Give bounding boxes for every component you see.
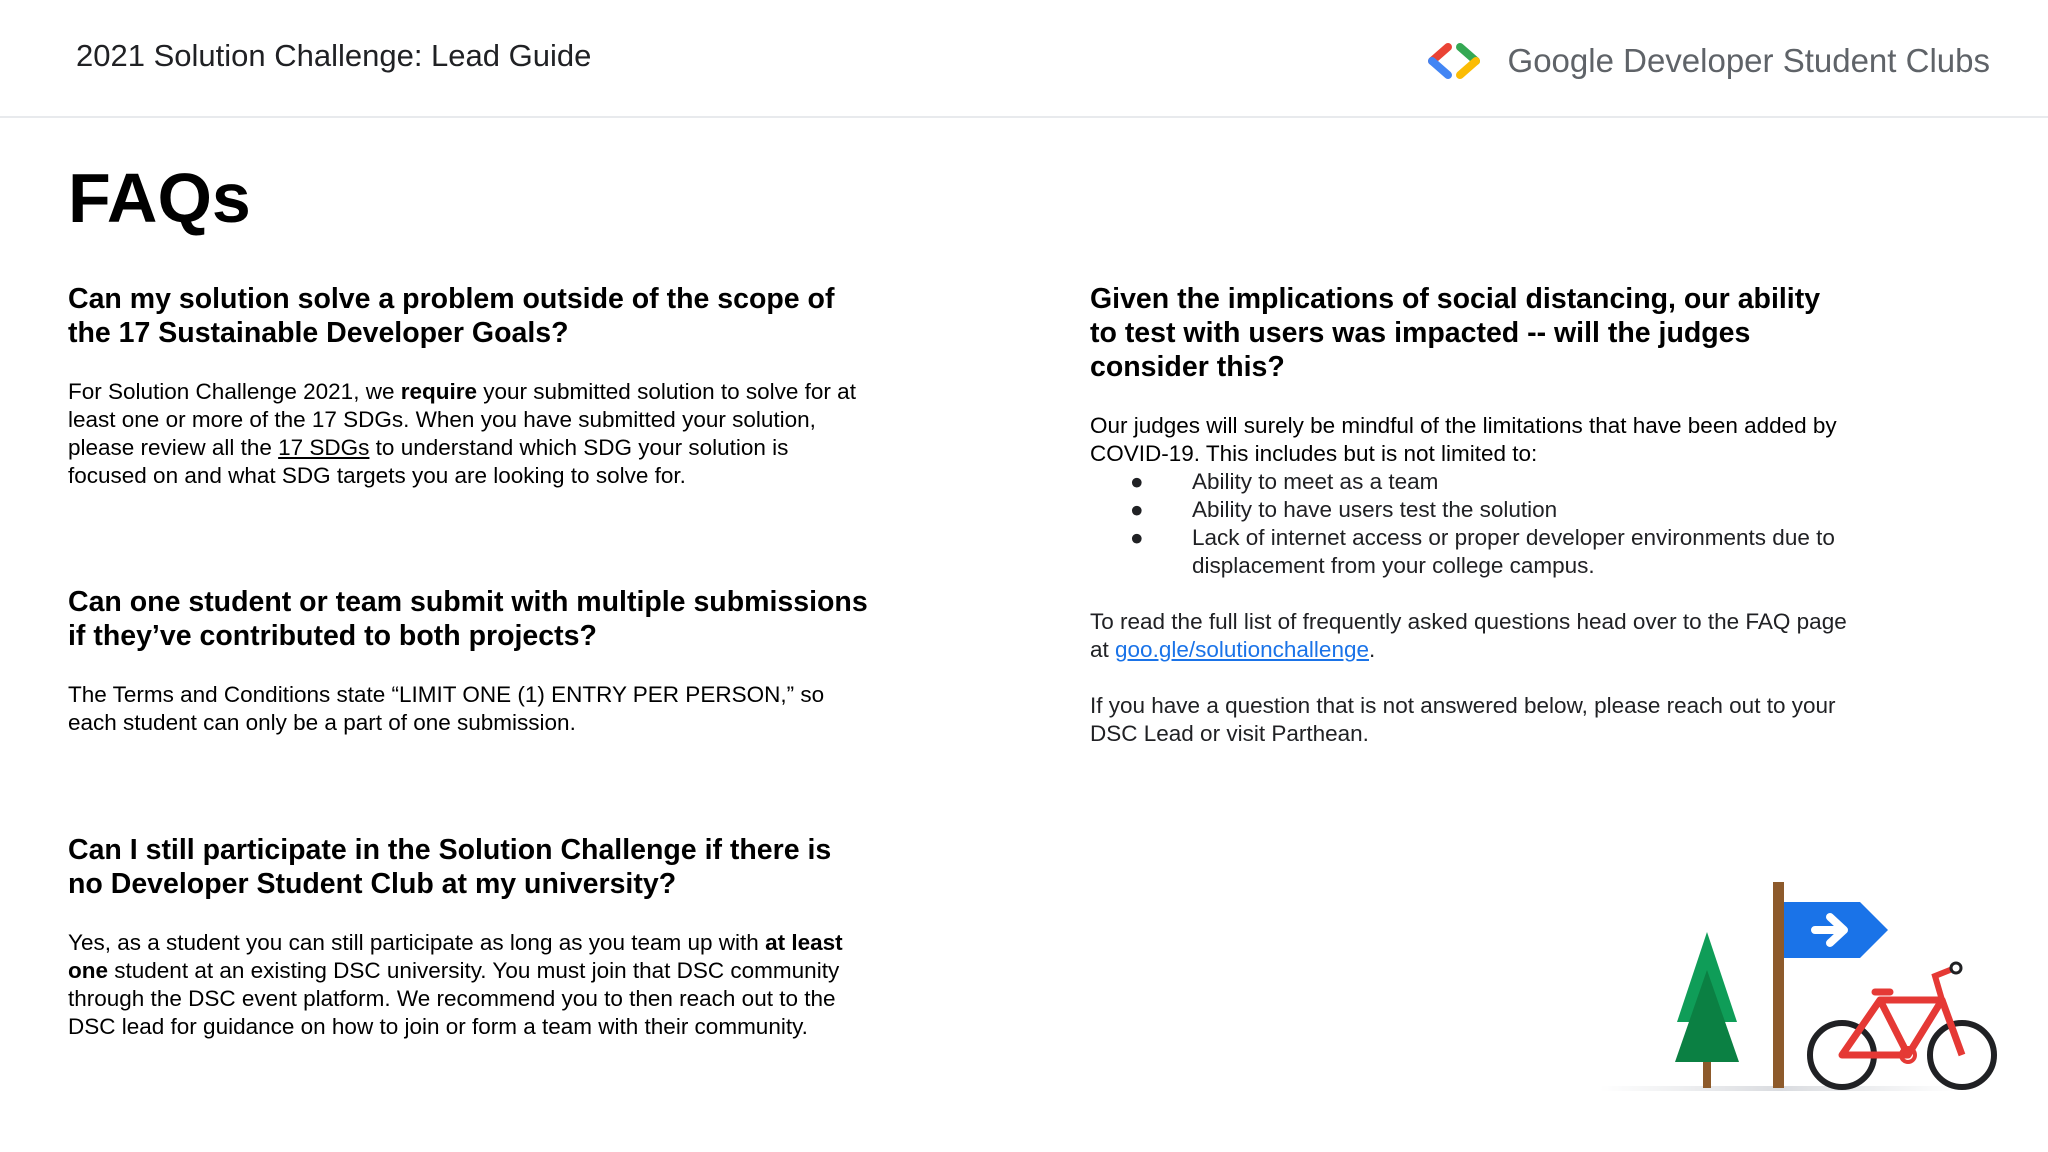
limitations-list xyxy=(1090,468,1850,580)
faq-answer: Yes, as a student you can still participate as long as you team up with at least one student at an existing DSC university. You must join that DSC community through the DSC event platform. We recommend you to then reach out to the DSC lead for guidance on how to join or form a team with their community. xyxy=(68,930,843,1039)
list-item: ● Ability to meet as a team xyxy=(1130,469,1439,494)
tree-icon xyxy=(1675,932,1739,1088)
list-item: ● Ability to have users test the solution xyxy=(1130,497,1558,522)
faq-page-link[interactable]: goo.gle/solutionchallenge xyxy=(1115,637,1369,662)
page-title: FAQs xyxy=(68,159,251,237)
gdsc-logo-icon xyxy=(1428,38,1496,84)
header-bar xyxy=(0,0,2048,118)
faq-question: Can one student or team submit with multiple submissions if they’ve contributed to both projects? xyxy=(68,586,868,652)
faq-page-note: To read the full list of frequently asked questions head over to the FAQ page at goo.gle/solutionchallenge. xyxy=(1090,609,1847,662)
faq-answer: The Terms and Conditions state “LIMIT ONE (1) ENTRY PER PERSON,” so each student can only be a part of one submission. xyxy=(68,682,825,735)
list-item: ● Lack of internet access or proper developer environments due to displacement from your college campus. xyxy=(1130,525,1835,578)
faq-question: Can I still participate in the Solution Challenge if there is no Developer Student Club at my university? xyxy=(68,834,832,900)
document-title: 2021 Solution Challenge: Lead Guide xyxy=(76,38,592,73)
brand-lockup xyxy=(1428,38,1990,84)
faq-item-1 xyxy=(68,282,868,490)
tree-signpost-bicycle-illustration xyxy=(1590,870,2010,1100)
bullet-icon: ● xyxy=(1130,497,1144,522)
faq-item-2 xyxy=(68,585,868,737)
faq-question: Given the implications of social distancing, our ability to test with users was impacted -- will the judges consider this? xyxy=(1090,283,1821,383)
faq-answer-intro: Our judges will surely be mindful of the limitations that have been added by COVID-19. This includes but is not limited to: xyxy=(1090,413,1837,466)
contact-note: If you have a question that is not answered below, please reach out to your DSC Lead or visit Parthean. xyxy=(1090,693,1836,746)
faq-answer: For Solution Challenge 2021, we require your submitted solution to solve for at least one or more of the 17 SDGs. When you have submitted your solution, please review all the 17 SDGs to understand which SDG your solution is focused on and what SDG targets you are looking to solve for. xyxy=(68,379,856,488)
bullet-icon: ● xyxy=(1130,525,1144,550)
faq-item-3 xyxy=(68,833,868,1041)
brand-name: Google Developer Student Clubs xyxy=(1507,42,1990,79)
bullet-icon: ● xyxy=(1130,469,1144,494)
sdgs-link[interactable]: 17 SDGs xyxy=(278,435,370,460)
faq-item-4 xyxy=(1090,282,1850,748)
faq-question: Can my solution solve a problem outside of the scope of the 17 Sustainable Developer Goals? xyxy=(68,283,835,349)
bicycle-icon xyxy=(1810,963,1994,1087)
